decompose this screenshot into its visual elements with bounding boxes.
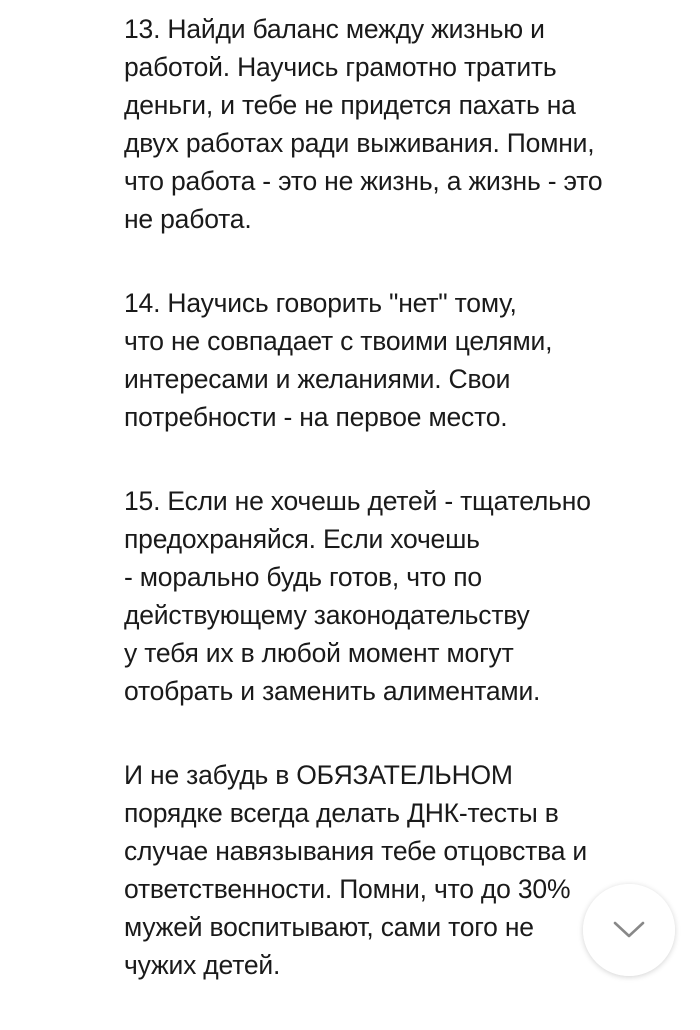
paragraph-14 xyxy=(124,284,684,436)
text-line: 15. Если не хочешь детей - тщательно xyxy=(124,486,591,516)
text-line: предохраняйся. Если хочешь xyxy=(124,524,480,554)
paragraph-15 xyxy=(124,482,684,710)
text-line: - морально будь готов, что по xyxy=(124,562,482,592)
text-line: порядке всегда делать ДНК-тесты в xyxy=(124,798,559,828)
text-line: что не совпадает с твоими целями, xyxy=(124,326,553,356)
text-line: интересами и желаниями. Свои xyxy=(124,364,511,394)
post-text xyxy=(124,10,684,1030)
text-line: двух работах ради выживания. Помни, xyxy=(124,128,595,158)
text-line: деньги, и тебе не придется пахать на xyxy=(124,90,576,120)
text-line: что работа - это не жизнь, а жизнь - это xyxy=(124,166,603,196)
scroll-down-button[interactable] xyxy=(583,884,675,976)
text-line: 14. Научись говорить "нет" тому, xyxy=(124,288,517,318)
text-line: у тебя их в любой момент могут xyxy=(124,638,514,668)
text-line: И не забудь в ОБЯЗАТЕЛЬНОМ xyxy=(124,760,513,790)
text-line: не работа. xyxy=(124,204,252,234)
text-line: работой. Научись грамотно тратить xyxy=(124,52,557,82)
chevron-down-icon xyxy=(612,920,646,940)
text-line: ответственности. Помни, что до 30% xyxy=(124,874,571,904)
text-line: мужей воспитывают, сами того не xyxy=(124,912,534,942)
text-line: чужих детей. xyxy=(124,950,281,980)
paragraph-13 xyxy=(124,10,684,238)
text-line: случае навязывания тебе отцовства и xyxy=(124,836,587,866)
text-line: потребности - на первое место. xyxy=(124,402,508,432)
text-line: действующему законодательству xyxy=(124,600,530,630)
text-line: отобрать и заменить алиментами. xyxy=(124,676,541,706)
text-line: 13. Найди баланс между жизнью и xyxy=(124,14,545,44)
